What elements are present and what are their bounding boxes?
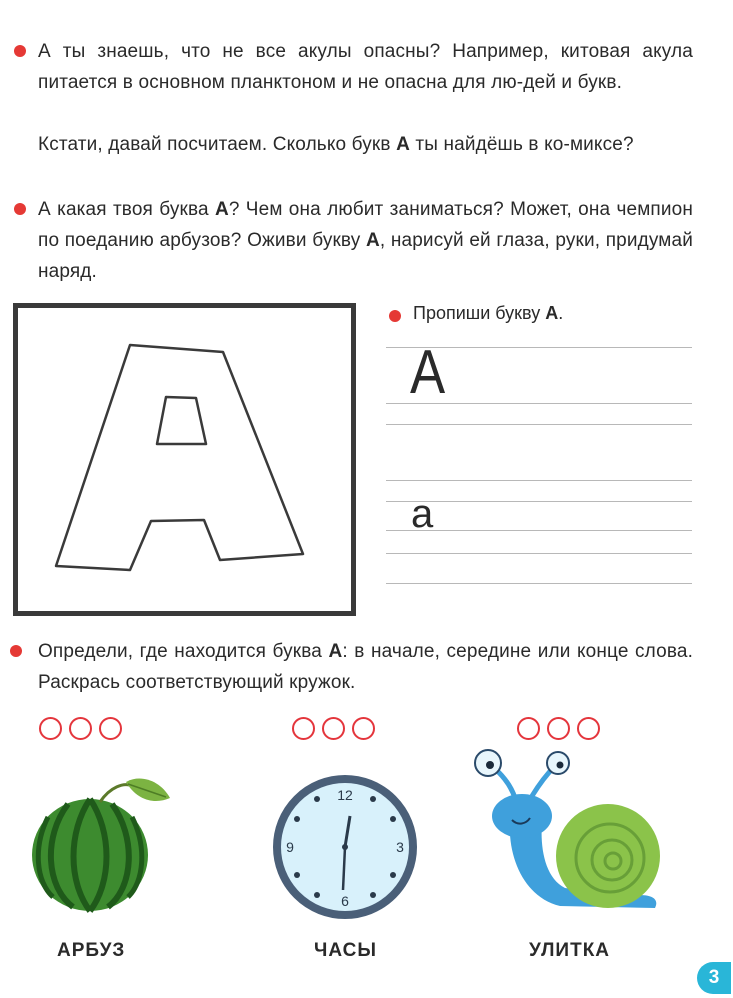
circle-end[interactable]: [99, 717, 122, 740]
paragraph-text: А ты знаешь, что не все акулы опасны? Например, китовая акула питается в основном планктоном и не опасна для лю-​дей и букв.: [38, 41, 693, 93]
circle-end[interactable]: [352, 717, 375, 740]
paragraph-find-position: [38, 636, 693, 698]
text: А какая твоя буква: [38, 199, 215, 220]
text: : в начале, середине или конце слова. Раскрась соответствующий кружок.: [38, 641, 693, 693]
clock-number: 9: [286, 839, 294, 855]
text: Пропиши букву: [413, 303, 546, 323]
text: , нарисуй ей глаза, руки, придумай наряд.: [38, 230, 693, 282]
text: .: [558, 303, 564, 323]
clock-number: 12: [337, 787, 353, 803]
circle-start[interactable]: [517, 717, 540, 740]
watermelon-icon: [28, 772, 178, 922]
circle-start[interactable]: [292, 717, 315, 740]
guide-line: [386, 583, 692, 584]
text: ? Чем она любит заниматься? Может, она чемпион по поеданию арбузов? Оживи букву: [38, 199, 693, 251]
bullet: [14, 203, 26, 215]
word-label: УЛИТКА: [529, 940, 611, 961]
letter-highlight: А: [396, 134, 410, 155]
paragraph-sharks: [38, 36, 693, 98]
snail-icon: [470, 748, 670, 923]
circle-middle[interactable]: [322, 717, 345, 740]
page-number: 3: [708, 967, 720, 988]
position-circles-clock: [292, 717, 375, 740]
sample-lowercase-a: а: [411, 492, 434, 536]
guide-line: [386, 424, 692, 425]
position-circles-watermelon: [39, 717, 122, 740]
letter-highlight: А: [545, 303, 559, 323]
circle-middle[interactable]: [547, 717, 570, 740]
position-circles-snail: [517, 717, 600, 740]
text: Определи, где находится буква: [38, 641, 329, 662]
clock-icon: [270, 772, 420, 922]
letter-drawing-frame[interactable]: [13, 303, 356, 616]
letter-highlight: А: [328, 641, 343, 662]
bullet: [14, 45, 26, 57]
word-label: АРБУЗ: [57, 940, 126, 961]
circle-end[interactable]: [577, 717, 600, 740]
clock-number: 3: [396, 839, 404, 855]
bullet: [389, 310, 401, 322]
circle-start[interactable]: [39, 717, 62, 740]
clock-number: 6: [341, 893, 349, 909]
letter-highlight: А: [365, 230, 380, 251]
sample-uppercase-a: А: [410, 338, 446, 407]
paragraph-count-letters: [38, 129, 693, 160]
guide-line: [386, 553, 692, 554]
bullet: [10, 645, 22, 657]
letter-highlight: А: [214, 199, 229, 220]
letter-a-outline: [18, 308, 351, 611]
guide-line: [386, 480, 692, 481]
paragraph-revive-letter: [38, 194, 693, 287]
text: Кстати, давай посчитаем. Сколько букв: [38, 134, 397, 155]
text: ты найдёшь в ко-​миксе?: [409, 134, 634, 155]
page-number-badge: [697, 962, 731, 994]
writing-task-label: [413, 303, 563, 324]
circle-middle[interactable]: [69, 717, 92, 740]
word-label: ЧАСЫ: [314, 940, 377, 961]
